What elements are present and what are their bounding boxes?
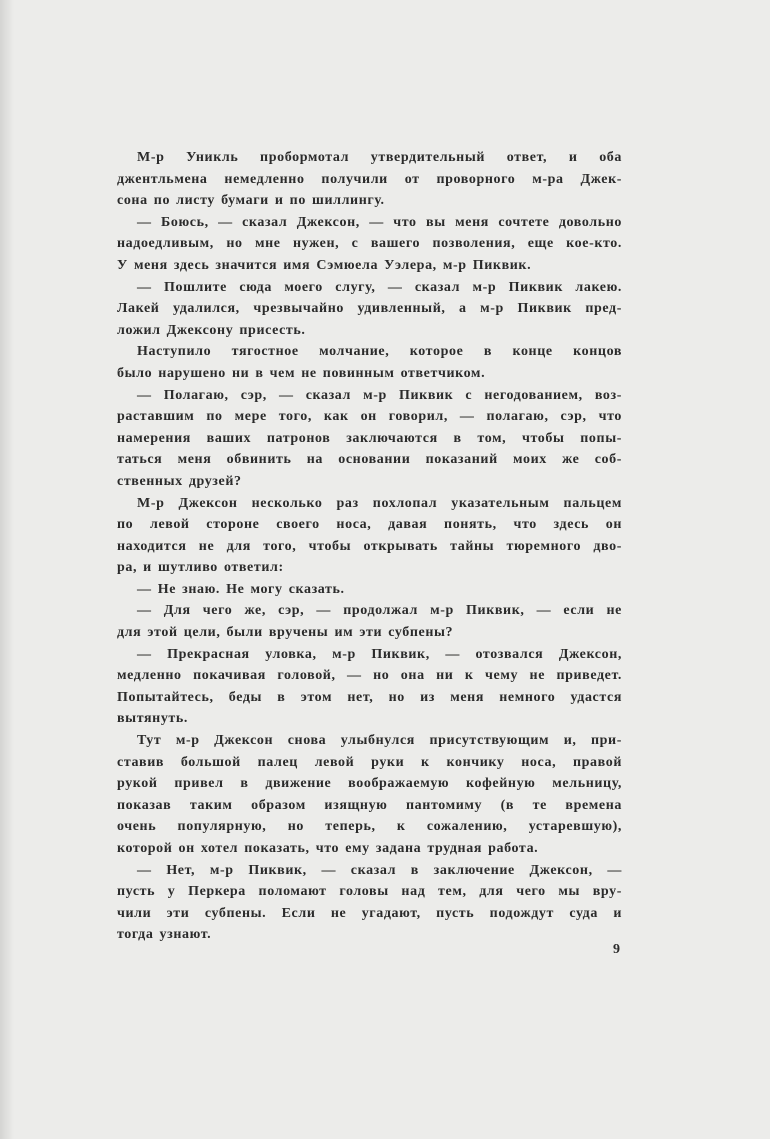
text-line: намерения ваших патронов заключаются в том, чтобы попы- bbox=[117, 430, 622, 446]
text-line: очень популярную, но теперь, к сожалению, устаревшую), bbox=[117, 819, 622, 835]
text-line: по левой стороне своего носа, давая понять, что здесь он bbox=[117, 517, 622, 533]
text-line: вытянуть. bbox=[117, 711, 189, 727]
text-line: — Нет, м-р Пиквик, — сказал в заключение Джексон, — bbox=[137, 862, 622, 878]
text-line: М-р Джексон несколько раз похлопал указательным пальцем bbox=[137, 495, 622, 511]
paragraph bbox=[117, 147, 622, 212]
text-line: ра, и шутливо ответил: bbox=[117, 560, 284, 576]
text-line: М-р Уникль пробормотал утвердительный ответ, и оба bbox=[137, 150, 622, 165]
text-line: Тут м-р Джексон снова улыбнулся присутствующим и, при- bbox=[137, 733, 622, 749]
text-line: для этой цели, были вручены им эти субпены? bbox=[117, 625, 454, 641]
text-line: джентльмена немедленно получили от проворного м-ра Джек- bbox=[117, 171, 622, 187]
text-line: сона по листу бумаги и по шиллингу. bbox=[117, 193, 385, 209]
text-line: — Для чего же, сэр, — продолжал м-р Пиквик, — если не bbox=[137, 603, 622, 619]
paragraph bbox=[117, 730, 622, 860]
text-line: Лакей удалился, чрезвычайно удивленный, а м-р Пиквик пред- bbox=[117, 301, 622, 317]
text-line: медленно покачивая головой, — но она ни к чему не приведет. bbox=[117, 668, 622, 684]
text-line: рукой привел в движение воображаемую кофейную мельницу, bbox=[117, 776, 622, 792]
text-line: было нарушено ни в чем не повинным ответчиком. bbox=[117, 365, 486, 381]
text-line: находится не для того, чтобы открывать тайны тюремного дво- bbox=[117, 538, 622, 554]
text-line: ставив большой палец левой руки к кончику носа, правой bbox=[117, 754, 622, 770]
page-edge-shadow bbox=[0, 0, 14, 1139]
paragraph bbox=[117, 277, 622, 342]
text-line: Наступило тягостное молчание, которое в конце концов bbox=[137, 344, 622, 360]
text-line: — Боюсь, — сказал Джексон, — что вы меня сочтете довольно bbox=[137, 214, 622, 230]
text-line: ложил Джексону присесть. bbox=[117, 322, 306, 338]
text-line: — Пошлите сюда моего слугу, — сказал м-р Пиквик лакею. bbox=[137, 279, 622, 295]
paragraph bbox=[117, 341, 622, 384]
paragraph bbox=[117, 212, 622, 277]
paragraph bbox=[117, 385, 622, 493]
text-line: ственных друзей? bbox=[117, 473, 242, 489]
text-line: показав таким образом изящную пантомиму (в те времена bbox=[117, 797, 622, 813]
text-line: Попытайтесь, беды в этом нет, но из меня немного удастся bbox=[117, 689, 622, 705]
page-number: 9 bbox=[613, 942, 620, 957]
text-line: чили эти субпены. Если не угадают, пусть подождут суда и bbox=[117, 905, 622, 921]
text-line: У меня здесь значится имя Сэмюела Уэлера, м-р Пиквик. bbox=[117, 257, 532, 273]
text-line: — Не знаю. Не могу сказать. bbox=[137, 581, 345, 597]
text-line: которой он хотел показать, что ему задана трудная работа. bbox=[117, 841, 539, 856]
text-line: — Прекрасная уловка, м-р Пиквик, — отозвался Джексон, bbox=[137, 646, 622, 662]
text-line: раставшим по мере того, как он говорил, — полагаю, сэр, что bbox=[117, 409, 622, 425]
text-line: — Полагаю, сэр, — сказал м-р Пиквик с негодованием, воз- bbox=[137, 387, 622, 403]
text-line: надоедливым, но мне нужен, с вашего позволения, еще кое-кто. bbox=[117, 236, 622, 252]
paragraph bbox=[117, 600, 622, 643]
text-line: тогда узнают. bbox=[117, 927, 212, 943]
paragraph bbox=[117, 860, 622, 946]
paragraph bbox=[117, 493, 622, 579]
text-line: пусть у Перкера поломают головы над тем, для чего мы вру- bbox=[117, 884, 622, 900]
body-text bbox=[117, 147, 622, 946]
paragraph bbox=[117, 644, 622, 730]
text-line: таться меня обвинить на основании показаний моих же соб- bbox=[117, 452, 622, 468]
paragraph bbox=[117, 579, 622, 601]
